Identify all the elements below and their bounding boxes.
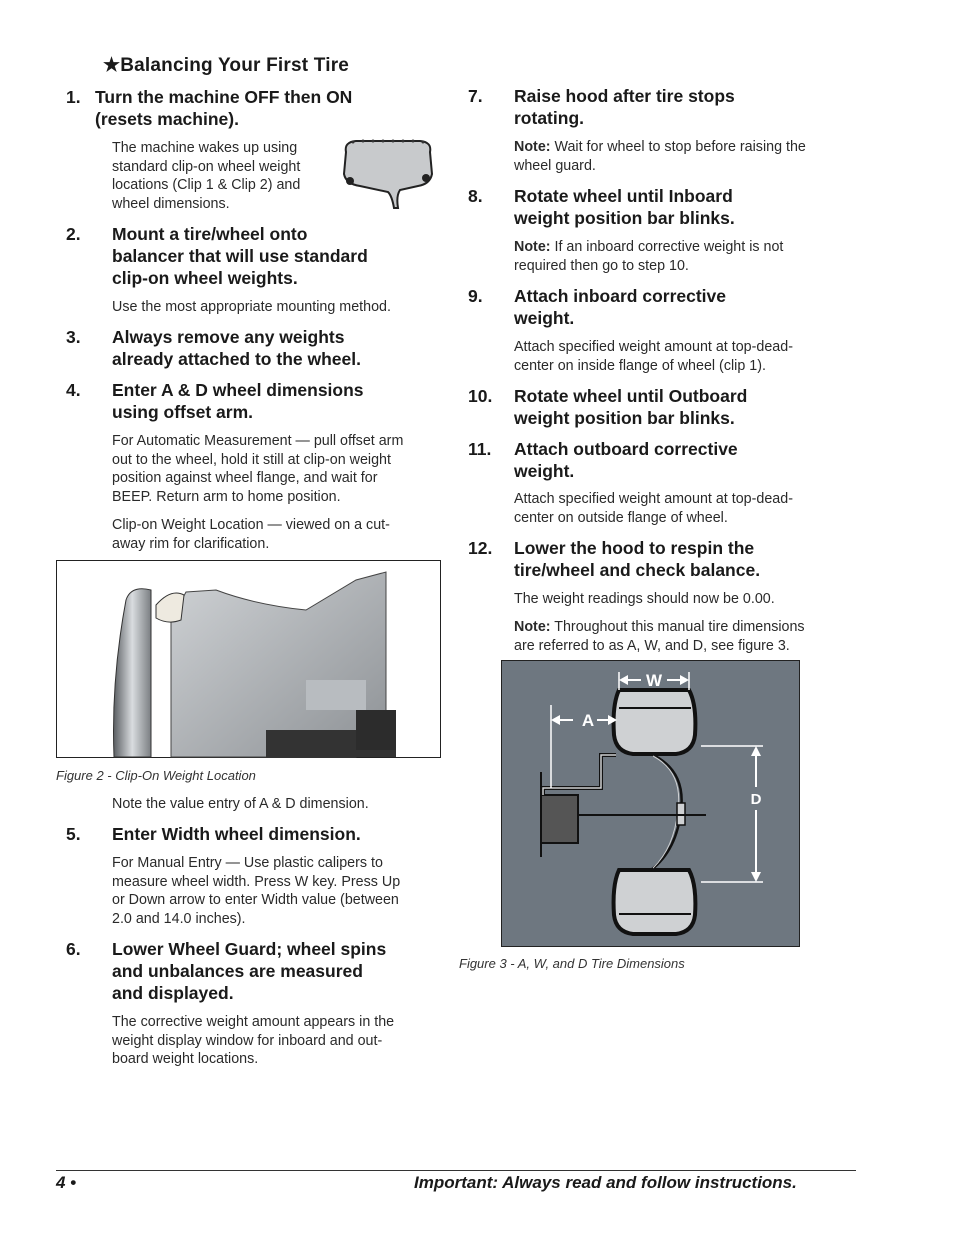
- step-9: 9. Attach inboard corrective weight.: [468, 286, 726, 328]
- step-12-body: The weight readings should now be 0.00.: [514, 591, 775, 607]
- step-11-body: Attach specified weight amount at top-dead- center on outside flange of wheel.: [514, 491, 793, 526]
- step-5-pre-note: Note the value entry of A & D dimension.: [112, 796, 369, 812]
- step-4: 4. Enter A & D wheel dimensions using offset arm.: [66, 380, 364, 422]
- step-12-note: Note: Throughout this manual tire dimensions are referred to as A, W, and D, see figure 3.: [514, 619, 805, 654]
- step-4-body-2: Clip-on Weight Location — viewed on a cut- away rim for clarification.: [112, 517, 390, 552]
- step-12: 12. Lower the hood to respin the tire/wheel and check balance.: [468, 538, 761, 580]
- step-1-body: The machine wakes up using standard clip-on wheel weight locations (Clip 1 & Clip 2) and wheel dimensions.: [112, 140, 301, 213]
- step-6-body: The corrective weight amount appears in the weight display window for inboard and out- board weight locations.: [112, 1014, 395, 1068]
- figure-3-caption: Figure 3 - A, W, and D Tire Dimensions: [459, 956, 685, 971]
- dimension-w-label: W: [645, 671, 663, 690]
- step-7: 7. Raise hood after tire stops rotating.: [468, 86, 735, 128]
- step-3: 3. Always remove any weights already attached to the wheel.: [66, 327, 361, 369]
- dimension-d-label: D: [750, 791, 762, 808]
- step-4-body: For Automatic Measurement — pull offset arm out to the wheel, hold it still at clip-on weight position against wheel flange, and wait for BEEP. Return arm to home position.: [112, 433, 404, 506]
- figure-3-tire-dimensions-diagram: [501, 660, 800, 947]
- footer-rule: [56, 1170, 856, 1171]
- step-10: 10. Rotate wheel until Outboard weight position bar blinks.: [468, 386, 748, 428]
- step-number: 1.: [66, 87, 81, 107]
- dimension-a-label: A: [581, 711, 595, 730]
- figure-2-caption: Figure 2 - Clip-On Weight Location: [56, 768, 256, 783]
- step-2-body: Use the most appropriate mounting method.: [112, 299, 391, 315]
- footer-text: Important: Always read and follow instructions.: [414, 1173, 797, 1192]
- step-heading: Turn the machine OFF then ON (resets machine).: [95, 87, 353, 129]
- step-8: 8. Rotate wheel until Inboard weight position bar blinks.: [468, 186, 735, 228]
- step-11: 11. Attach outboard corrective weight.: [468, 439, 738, 481]
- step-5-body: For Manual Entry — Use plastic calipers to measure wheel width. Press W key. Press Up or Down arrow to enter Width value (between 2.0 and 14.0 inches).: [112, 855, 401, 928]
- section-title: [103, 54, 349, 77]
- step-8-note: Note: If an inboard corrective weight is not required then go to step 10.: [514, 239, 784, 274]
- step-7-note: Note: Wait for wheel to stop before raising the wheel guard.: [514, 139, 806, 174]
- wheel-cross-section-icon: [338, 134, 438, 214]
- step-6: 6. Lower Wheel Guard; wheel spins and unbalances are measured and displayed.: [66, 939, 387, 1003]
- step-2: 2. Mount a tire/wheel onto balancer that will use standard clip-on wheel weights.: [66, 224, 368, 288]
- step-9-body: Attach specified weight amount at top-dead- center on inside flange of wheel (clip 1).: [514, 339, 793, 374]
- star-icon: ★: [103, 55, 121, 76]
- page-number: 4 •: [56, 1173, 77, 1192]
- step-5: 5. Enter Width wheel dimension.: [66, 824, 361, 844]
- figure-2-clip-on-weight-photo: [56, 560, 441, 758]
- title-text: Balancing Your First Tire: [120, 55, 350, 76]
